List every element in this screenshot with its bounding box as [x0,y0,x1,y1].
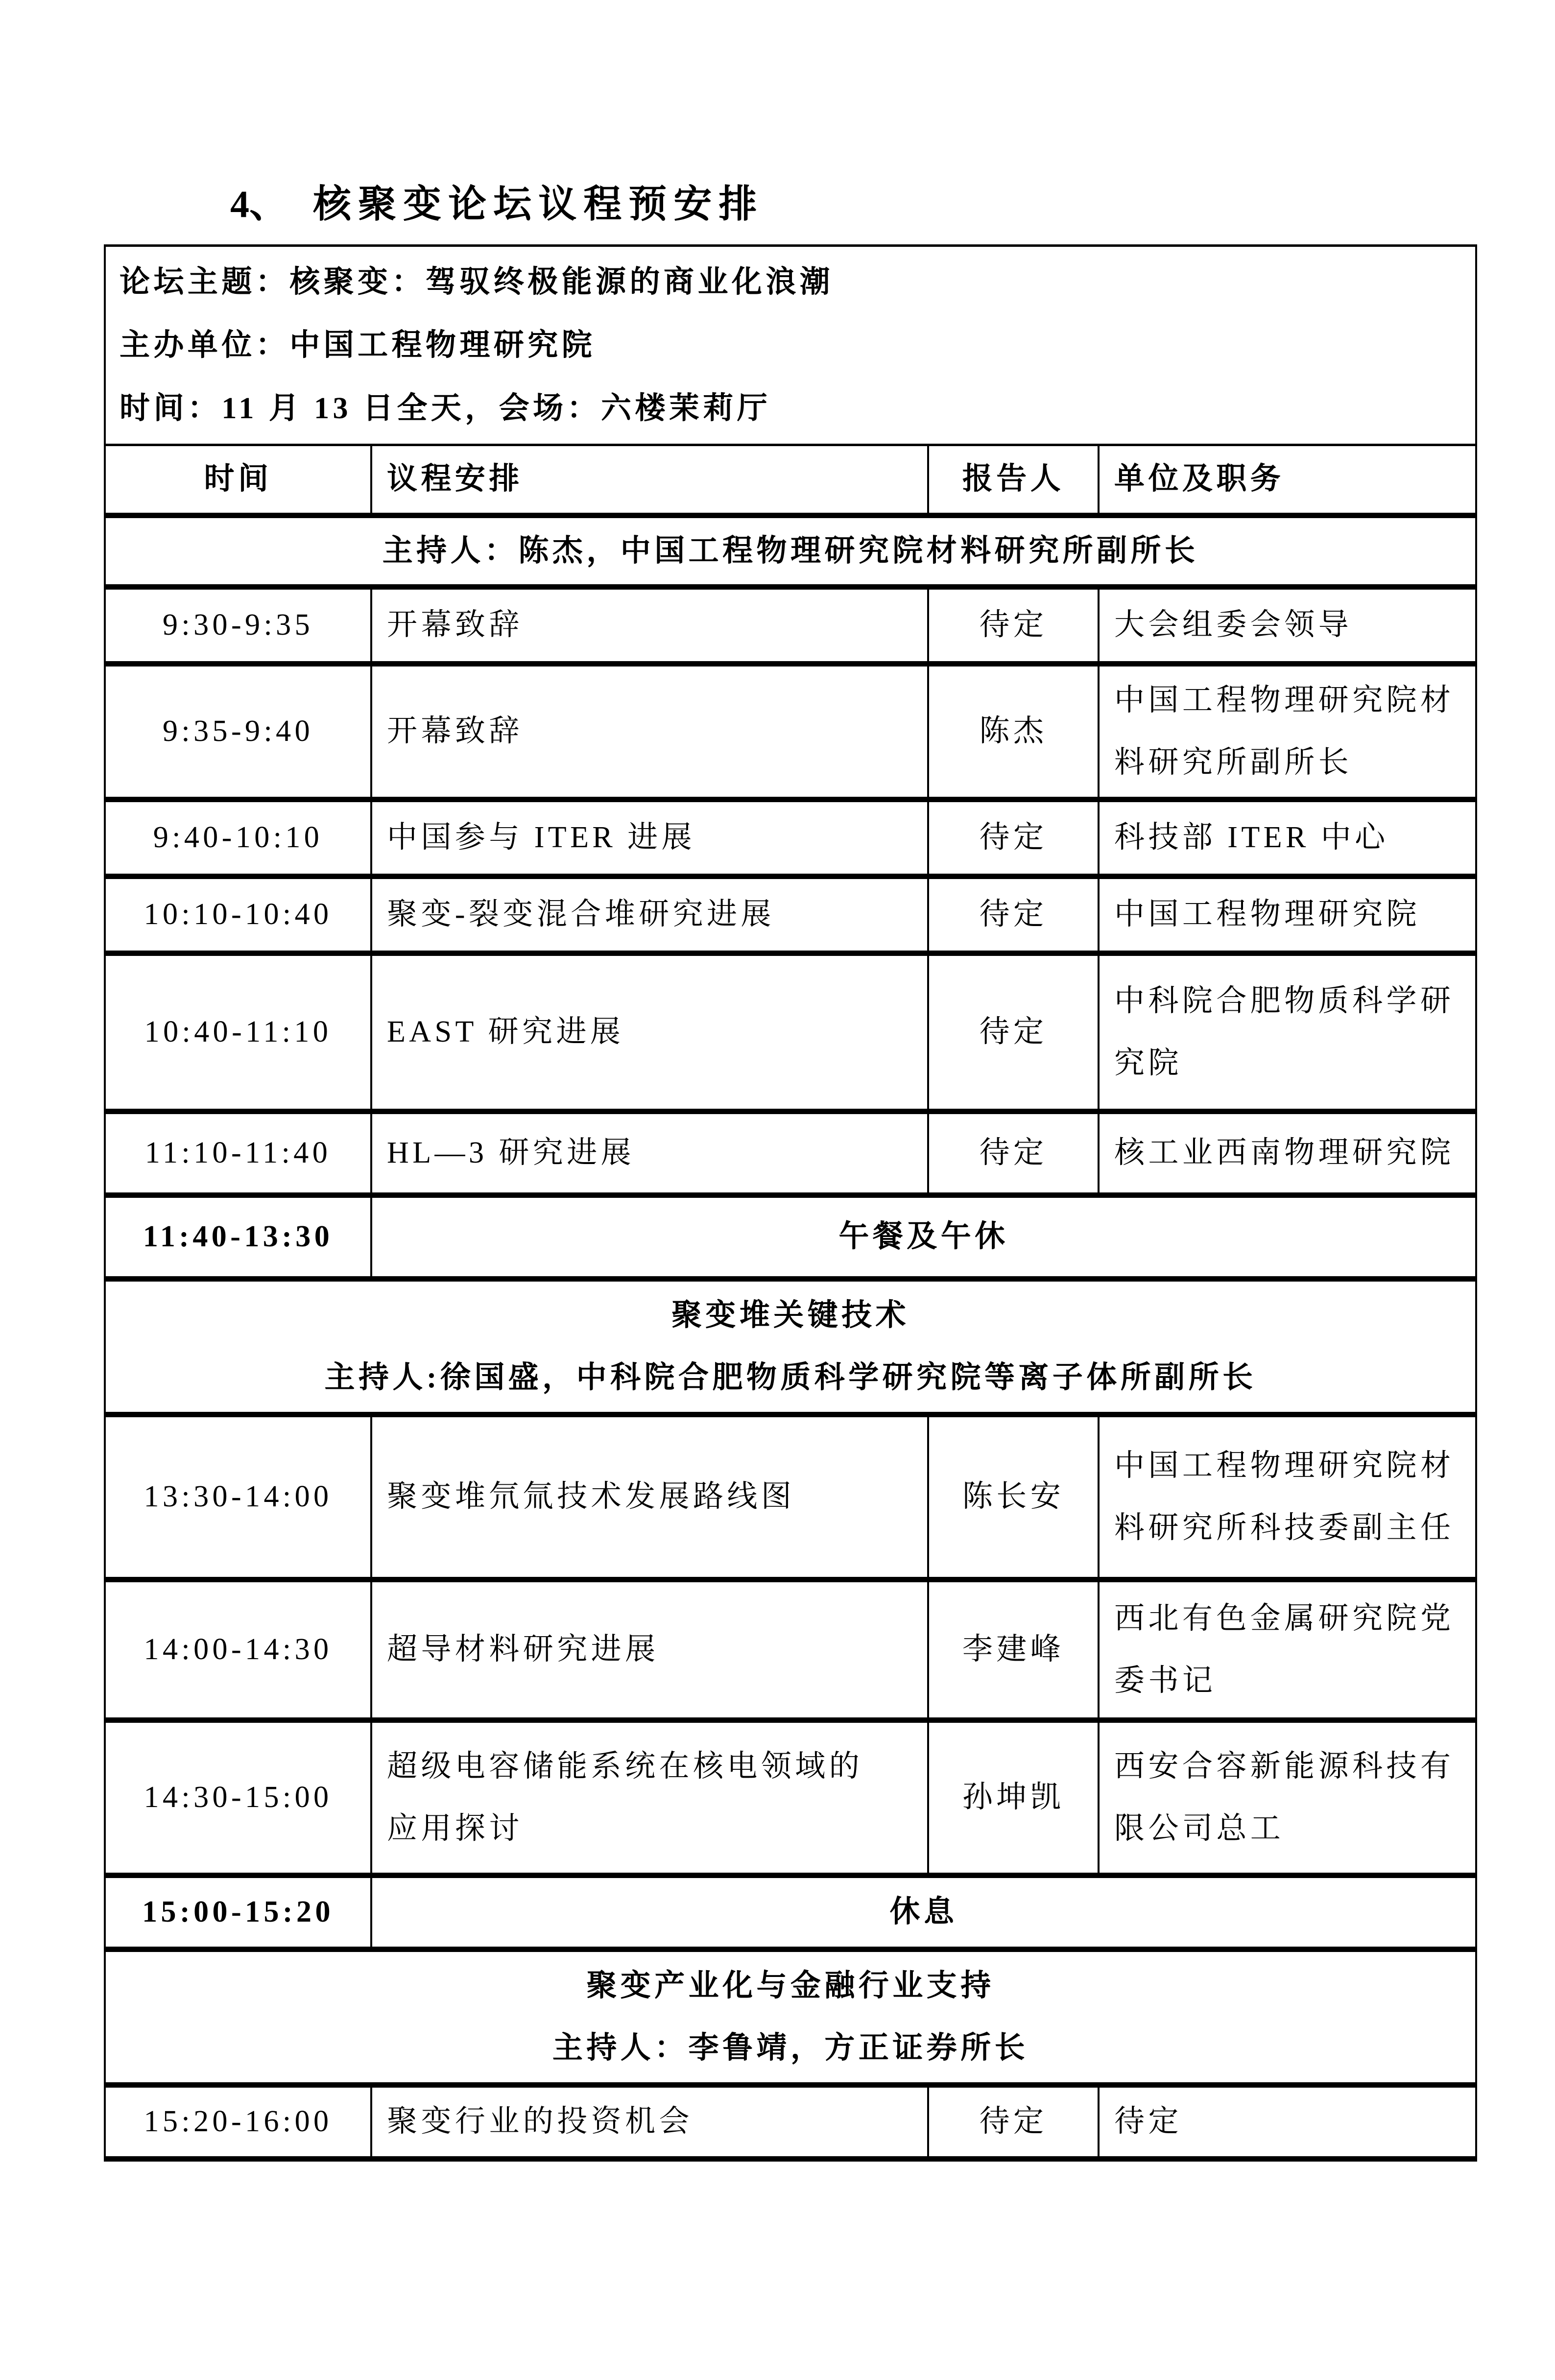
meta-row [105,245,1476,445]
column-header-affiliation: 单位及职务 [1099,445,1476,515]
session-chair: 主持人：陈杰，中国工程物理研究院材料研究所副所长 [105,515,1476,587]
heading-text: 核聚变论坛议程预安排 [313,183,764,225]
lunch-label: 午餐及午休 [371,1195,1476,1279]
session-speaker: 孙坤凯 [928,1720,1099,1875]
section-title: 聚变产业化与金融行业支持 [586,1969,995,2002]
session-time: 13:30-14:00 [105,1414,371,1579]
table-row [105,664,1476,799]
session-affiliation: 中科院合肥物质科学研究院 [1099,953,1476,1111]
session-affiliation: 核工业西南物理研究院 [1099,1111,1476,1195]
session-time: 15:20-16:00 [105,2085,371,2159]
session-topic: 聚变-裂变混合堆研究进展 [371,876,928,953]
session-time: 9:40-10:10 [105,799,371,876]
meta-cell [105,245,1476,445]
session-topic: 聚变行业的投资机会 [371,2085,928,2159]
session-topic: 中国参与 ITER 进展 [371,799,928,876]
session-time: 10:10-10:40 [105,876,371,953]
session-topic: 开幕致辞 [371,587,928,664]
session-time: 9:35-9:40 [105,664,371,799]
session-time: 14:30-15:00 [105,1720,371,1875]
lunch-time: 11:40-13:30 [105,1195,371,1279]
table-row [105,799,1476,876]
session-speaker: 待定 [928,1111,1099,1195]
forum-organizer: 主办单位：中国工程物理研究院 [120,328,596,362]
session-speaker: 待定 [928,587,1099,664]
session-speaker: 待定 [928,2085,1099,2159]
table-row [105,1414,1476,1579]
agenda-table [104,244,1477,2162]
column-header-agenda: 议程安排 [371,445,928,515]
session-speaker: 陈杰 [928,664,1099,799]
table-row [105,587,1476,664]
lunch-row [105,1195,1476,1279]
session-affiliation: 中国工程物理研究院材料研究所副所长 [1099,664,1476,799]
section-title: 聚变堆关键技术 [671,1298,910,1332]
table-row [105,953,1476,1111]
heading-number: 4、 [230,183,288,225]
session-time: 9:30-9:35 [105,587,371,664]
session-topic: HL—3 研究进展 [371,1111,928,1195]
session-affiliation: 待定 [1099,2085,1476,2159]
table-row [105,876,1476,953]
section-row-finance [105,1949,1476,2085]
document-page [0,181,1555,2162]
section-chair: 主持人:徐国盛，中科院合肥物质科学研究院等离子体所副所长 [324,1360,1257,1394]
session-topic: 超级电容储能系统在核电领域的应用探讨 [371,1720,928,1875]
session-speaker: 李建峰 [928,1579,1099,1720]
break-row [105,1875,1476,1949]
section-row-tech [105,1279,1476,1414]
chair-row-morning [105,515,1476,587]
break-time: 15:00-15:20 [105,1875,371,1949]
session-topic: 超导材料研究进展 [371,1579,928,1720]
column-header-time: 时间 [105,445,371,515]
session-time: 14:00-14:30 [105,1579,371,1720]
session-affiliation: 中国工程物理研究院材料研究所科技委副主任 [1099,1414,1476,1579]
forum-time-venue: 时间：11 月 13 日全天，会场：六楼茉莉厅 [120,391,771,425]
table-row [105,1111,1476,1195]
section-cell [105,1279,1476,1414]
session-speaker: 待定 [928,876,1099,953]
session-speaker: 陈长安 [928,1414,1099,1579]
session-affiliation: 科技部 ITER 中心 [1099,799,1476,876]
table-row [105,2085,1476,2159]
session-speaker: 待定 [928,799,1099,876]
session-affiliation: 大会组委会领导 [1099,587,1476,664]
session-affiliation: 中国工程物理研究院 [1099,876,1476,953]
header-row [105,445,1476,515]
section-cell [105,1949,1476,2085]
table-row [105,1720,1476,1875]
session-topic: 聚变堆氘氚技术发展路线图 [371,1414,928,1579]
session-time: 11:10-11:40 [105,1111,371,1195]
session-affiliation: 西安合容新能源科技有限公司总工 [1099,1720,1476,1875]
forum-theme: 论坛主题：核聚变：驾驭终极能源的商业化浪潮 [120,265,834,299]
session-affiliation: 西北有色金属研究院党委书记 [1099,1579,1476,1720]
session-speaker: 待定 [928,953,1099,1111]
session-topic: 开幕致辞 [371,664,928,799]
session-topic: EAST 研究进展 [371,953,928,1111]
table-row [105,1579,1476,1720]
column-header-speaker: 报告人 [928,445,1099,515]
page-title [230,181,1555,227]
break-label: 休息 [371,1875,1476,1949]
session-time: 10:40-11:10 [105,953,371,1111]
section-chair: 主持人：李鲁靖，方正证券所长 [552,2031,1029,2065]
